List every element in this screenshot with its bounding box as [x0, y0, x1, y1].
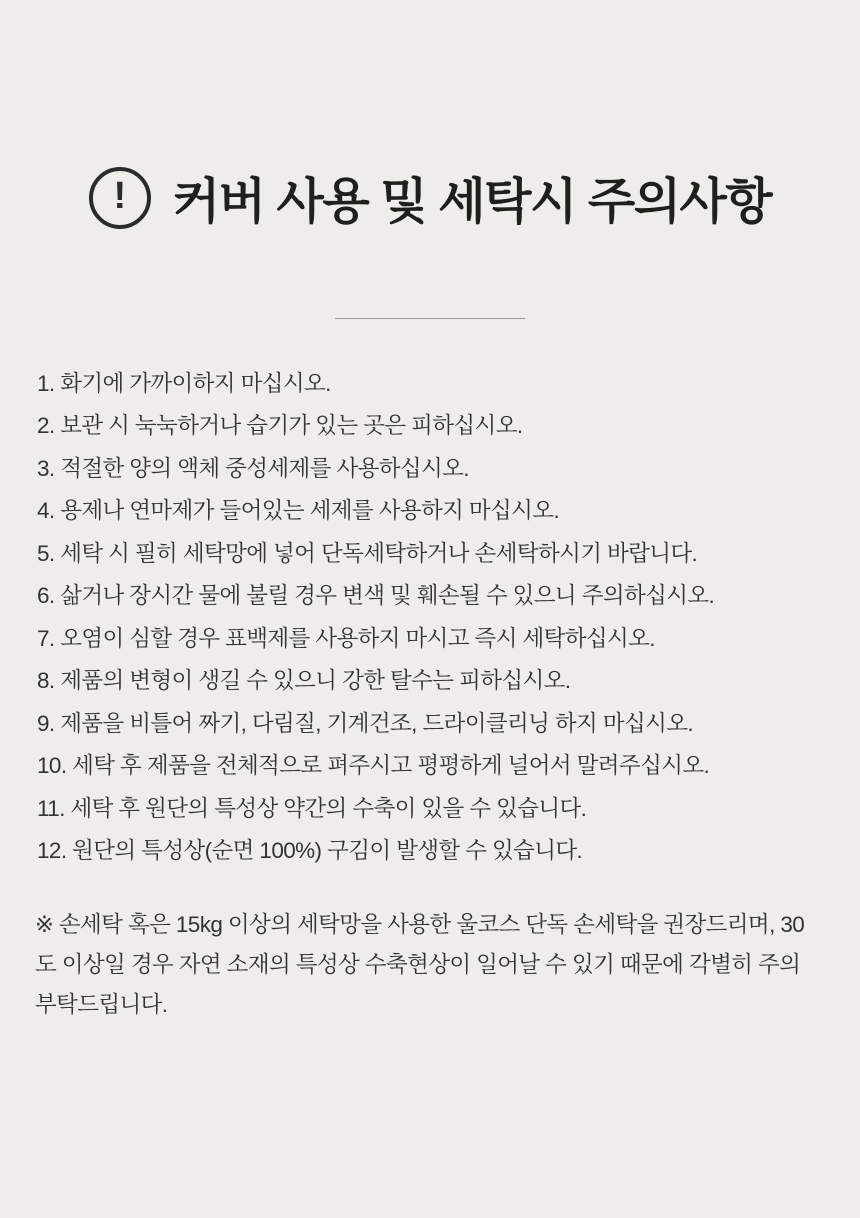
list-item: 7. 오염이 심할 경우 표백제를 사용하지 마시고 즉시 세탁하십시오. [37, 625, 655, 651]
additional-note [35, 905, 825, 1025]
exclamation-mark: ! [113, 174, 127, 217]
header-divider [335, 318, 525, 319]
list-item: 5. 세탁 시 필히 세탁망에 넣어 단독세탁하거나 손세탁하시기 바랍니다. [37, 540, 698, 566]
list-item: 8. 제품의 변형이 생길 수 있으니 강한 탈수는 피하십시오. [37, 668, 571, 694]
list-item: 12. 원단의 특성상(순면 100%) 구김이 발생할 수 있습니다. [37, 838, 583, 864]
list-item: 11. 세탁 후 원단의 특성상 약간의 수축이 있을 수 있습니다. [37, 795, 587, 821]
list-item: 2. 보관 시 눅눅하거나 습기가 있는 곳은 피하십시오. [37, 413, 523, 439]
exclamation-circle-icon [89, 167, 151, 229]
list-item: 3. 적절한 양의 액체 중성세제를 사용하십시오. [37, 455, 469, 481]
note-text: ※ 손세탁 혹은 15kg 이상의 세탁망을 사용한 울코스 단독 손세탁을 권장드리며, 30도 이상일 경우 자연 소재의 특성상 수축현상이 일어날 수 있기 때문에 각별히 주의 부탁드립니다. [35, 911, 805, 1017]
page-header [89, 130, 771, 266]
list-item: 9. 제품을 비틀어 짜기, 다림질, 기계건조, 드라이클리닝 하지 마십시오. [37, 710, 694, 736]
list-item: 10. 세탁 후 제품을 전체적으로 펴주시고 평평하게 널어서 말려주십시오. [37, 753, 710, 779]
care-instruction-list [35, 363, 825, 873]
list-item: 4. 용제나 연마제가 들어있는 세제를 사용하지 마십시오. [37, 498, 560, 524]
page-title: 커버 사용 및 세탁시 주의사항 [172, 174, 772, 229]
list-item: 6. 삶거나 장시간 물에 불릴 경우 변색 및 훼손될 수 있으니 주의하십시오. [37, 583, 715, 609]
list-item: 1. 화기에 가까이하지 마십시오. [37, 370, 331, 396]
